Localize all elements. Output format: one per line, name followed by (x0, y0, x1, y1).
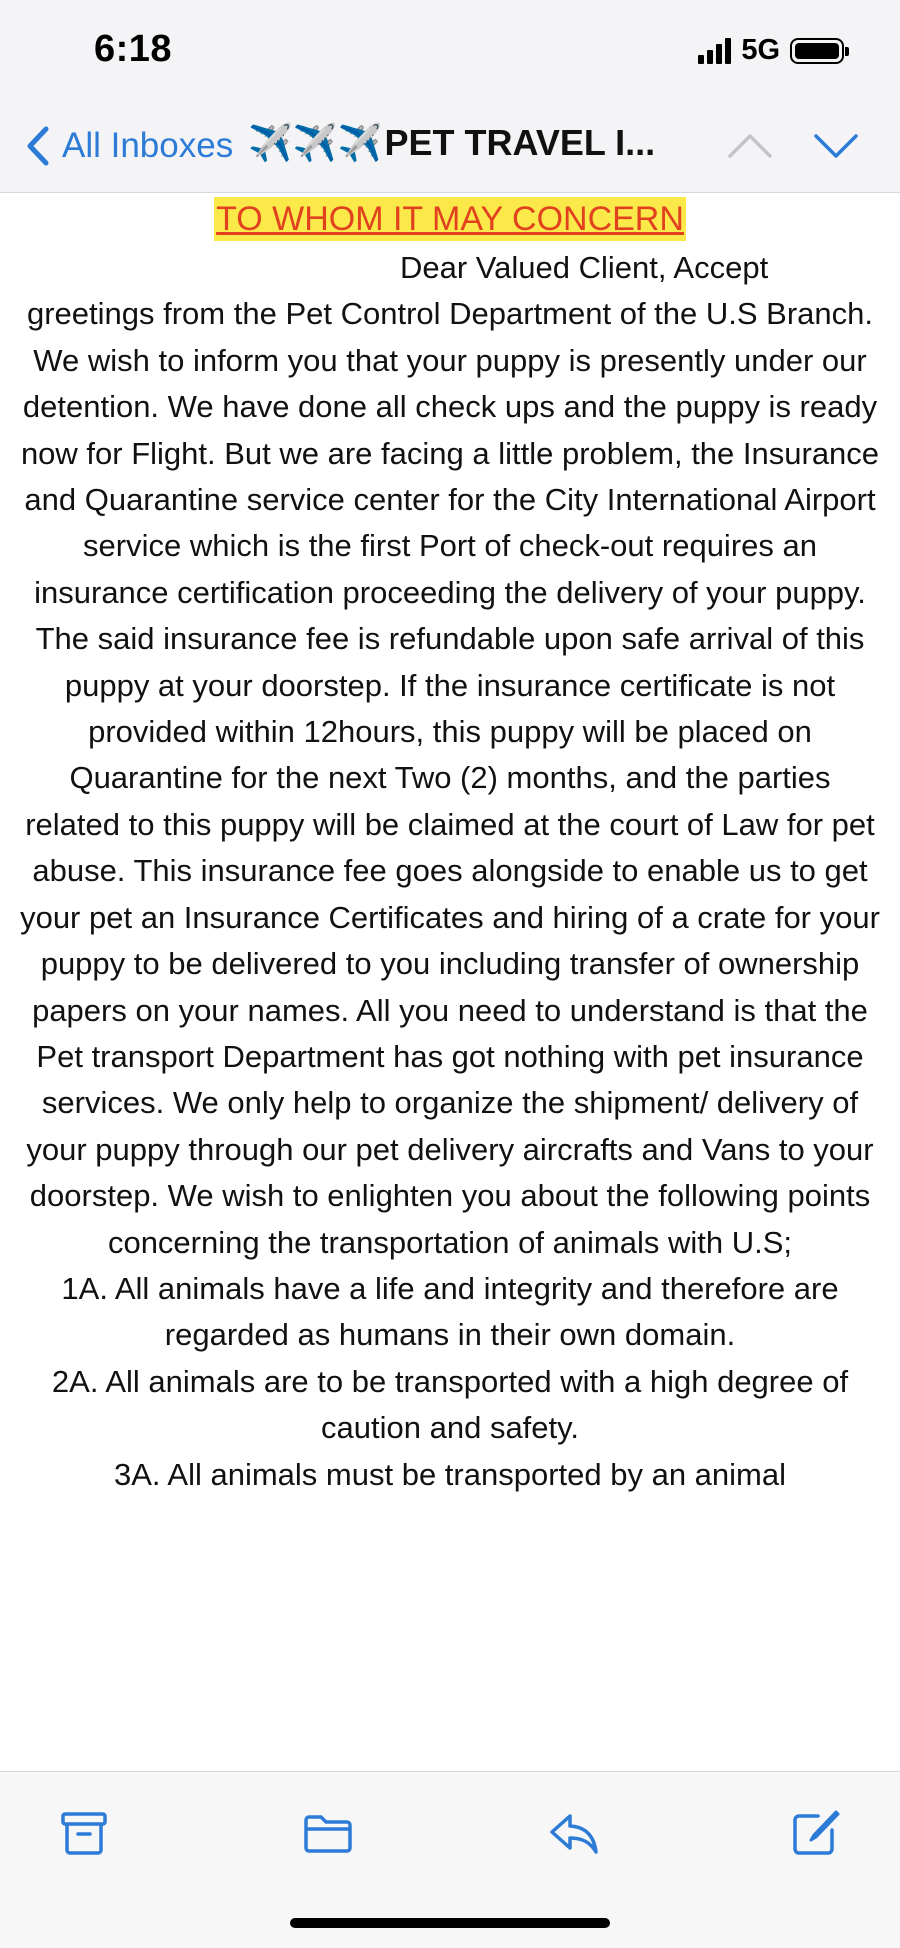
next-message-button[interactable] (812, 124, 860, 168)
archive-icon[interactable] (58, 1808, 110, 1858)
email-point: 3A. All animals must be transported by an animal (113, 1456, 786, 1492)
back-button-label: All Inboxes (62, 126, 234, 165)
chevron-left-icon (20, 123, 58, 169)
navigation-bar (0, 100, 900, 193)
email-point: 2A. All animals are to be transported with a high degree of caution and safety. (51, 1363, 849, 1446)
status-indicators (698, 34, 844, 67)
home-indicator[interactable] (290, 1918, 610, 1928)
signal-icon (698, 38, 731, 64)
folder-icon[interactable] (302, 1808, 354, 1858)
email-body-text (20, 245, 880, 1498)
email-salutation: Dear Valued Client, Accept (400, 250, 769, 285)
compose-icon[interactable] (790, 1808, 842, 1858)
battery-icon (790, 38, 844, 64)
reply-icon[interactable] (548, 1808, 600, 1858)
email-heading: TO WHOM IT MAY CONCERN (214, 197, 686, 241)
email-point: 1A. All animals have a life and integrity and therefore are regarded as humans in their own domain. (61, 1270, 839, 1353)
email-heading-wrap (0, 197, 900, 245)
email-subject-text: PET TRAVEL I... (384, 122, 656, 163)
bottom-toolbar (0, 1771, 900, 1948)
email-subject-title (248, 122, 655, 164)
airplane-icons: ✈️✈️✈️ (248, 122, 383, 163)
status-bar (0, 0, 900, 100)
network-type: 5G (741, 34, 780, 66)
email-body[interactable] (0, 193, 900, 1771)
back-button[interactable] (20, 118, 233, 174)
email-paragraph: greetings from the Pet Control Department of the U.S Branch. We wish to inform you that your puppy is presently under our detention. We have done all check ups and the puppy is ready now for Flight. But we are facing a little problem, the Insurance and Quarantine service center for the City International Airport service which is the first Port of check-out requires an insurance certification proceeding the delivery of your puppy. The said insurance fee is refundable upon safe arrival of this puppy at your doorstep. If the insurance certificate is not provided within 12hours, this puppy will be placed on Quarantine for the next Two (2) months, and the parties related to this puppy will be claimed at the court of Law for pet abuse. This insurance fee goes alongside to enable us to get your pet an Insurance Certificates and hiring of a crate for your puppy to be delivered to you including transfer of ownership papers on your names. All you need to understand is that the Pet transport Department has got nothing with pet insurance services. We only help to organize the shipment/ delivery of your puppy through our pet delivery aircrafts and Vans to your doorstep. We wish to enlighten you about the following points concerning the transportation of animals with U.S; (20, 296, 880, 1260)
previous-message-button[interactable] (726, 124, 774, 168)
status-time: 6:18 (94, 28, 173, 70)
